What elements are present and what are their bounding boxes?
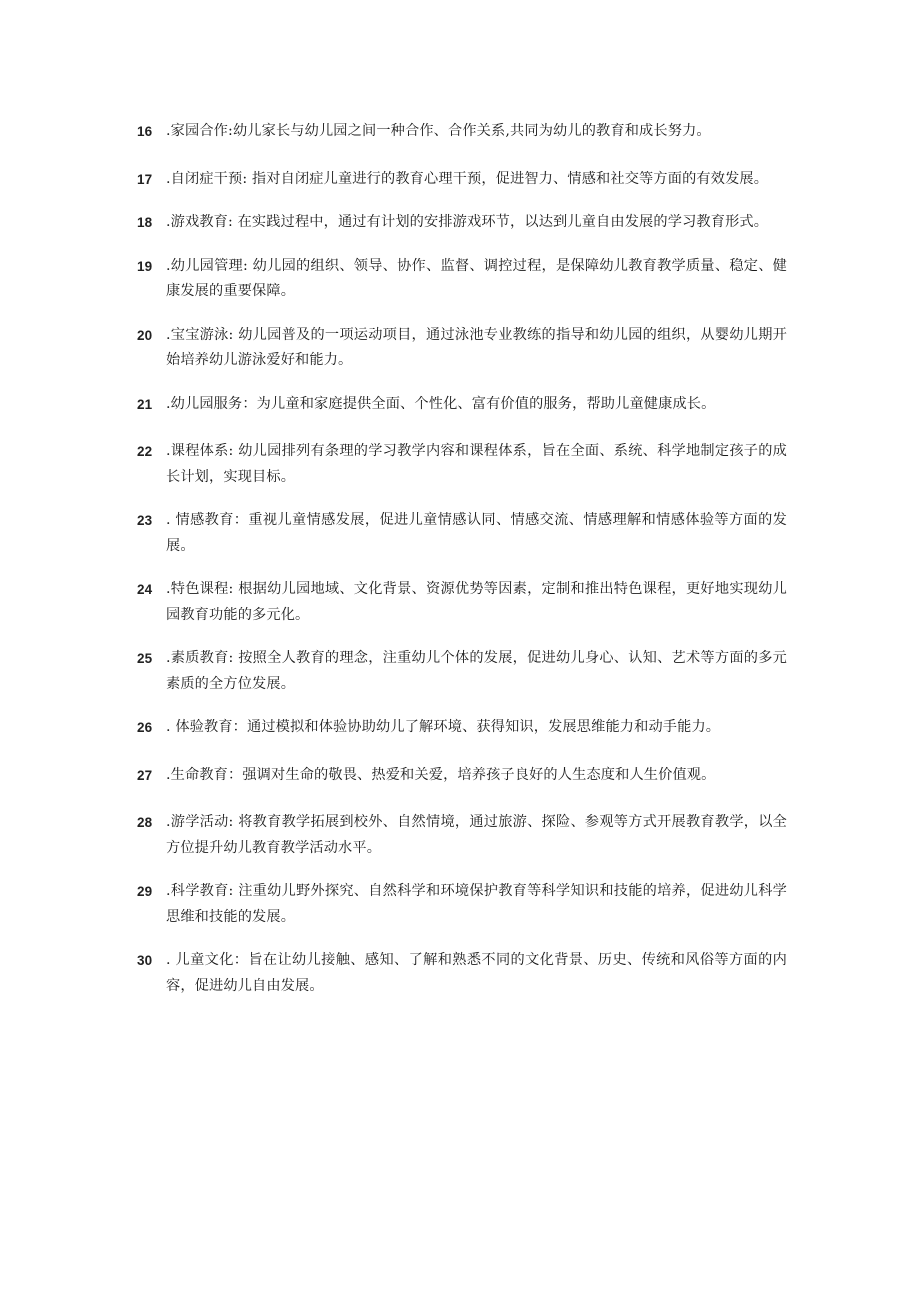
list-item — [137, 948, 787, 999]
item-number: 16 — [137, 124, 153, 139]
item-text: . 体验教育：通过模拟和体验协助幼儿了解环境、获得知识，发展思维能力和动手能力。 — [166, 719, 721, 735]
item-text: .幼儿园管理: 幼儿园的组织、领导、协作、监督、调控过程，是保障幼儿教育教学质量、稳定、健康发展的重要保障。 — [166, 257, 787, 299]
list-item — [137, 167, 787, 193]
list-item — [137, 646, 787, 697]
item-text: .幼儿园服务：为儿童和家庭提供全面、个性化、富有价值的服务，帮助儿童健康成长。 — [166, 395, 716, 412]
item-number: 24 — [137, 582, 153, 597]
item-number: 20 — [137, 327, 153, 343]
list-item — [137, 323, 787, 374]
item-text: .游学活动: 将教育教学拓展到校外、自然情境，通过旅游、探险、参观等方式开展教育教学，以全方位提升幼儿教育教学活动水平。 — [166, 814, 787, 856]
item-number: 28 — [137, 815, 153, 830]
list-item — [137, 254, 787, 305]
item-number: 29 — [137, 884, 153, 899]
list-item — [137, 210, 787, 236]
item-text: .素质教育: 按照全人教育的理念，注重幼儿个体的发展，促进幼儿身心、认知、艺术等方面的多元素质的全方位发展。 — [166, 650, 787, 692]
list-item — [137, 715, 787, 741]
item-number: 18 — [137, 215, 153, 230]
item-number: 26 — [137, 720, 153, 735]
item-number: 27 — [137, 767, 153, 783]
item-number: 19 — [137, 258, 153, 274]
item-text: .课程体系: 幼儿园排列有条理的学习教学内容和课程体系，旨在全面、系统、科学地制定孩子的成长计划，实现目标。 — [166, 443, 787, 485]
item-text: .宝宝游泳: 幼儿园普及的一项运动项目，通过泳池专业教练的指导和幼儿园的组织，从婴幼儿期开始培养幼儿游泳爱好和能力。 — [166, 326, 787, 368]
item-text: .生命教育：强调对生命的敬畏、热爱和关爱，培养孩子良好的人生态度和人生价值观。 — [166, 766, 716, 783]
item-text: .自闭症干预: 指对自闭症儿童进行的教育心理干预，促进智力、情感和社交等方面的有效发展。 — [166, 170, 769, 187]
item-text: .特色课程: 根据幼儿园地域、文化背景、资源优势等因素，定制和推出特色课程，更好地实现幼儿园教育功能的多元化。 — [166, 581, 787, 623]
list-item — [137, 879, 787, 930]
list-item — [137, 439, 787, 490]
list-item — [137, 392, 787, 418]
list-item — [137, 508, 787, 559]
item-number: 17 — [137, 171, 153, 187]
item-text: .科学教育: 注重幼儿野外探究、自然科学和环境保护教育等科学知识和技能的培养，促进幼儿科学思维和技能的发展。 — [166, 883, 787, 925]
list-item — [137, 119, 787, 145]
item-text: . 儿童文化：旨在让幼儿接触、感知、了解和熟悉不同的文化背景、历史、传统和风俗等方面的内容，促进幼儿自由发展。 — [166, 952, 787, 994]
item-number: 25 — [137, 651, 153, 666]
item-number: 30 — [137, 953, 153, 968]
glossary-list — [137, 119, 787, 1017]
item-number: 22 — [137, 444, 153, 459]
item-number: 21 — [137, 396, 153, 412]
item-text: . 情感教育：重视儿童情感发展，促进儿童情感认同、情感交流、情感理解和情感体验等方面的发展。 — [166, 512, 787, 554]
item-text: .家园合作:幼儿家长与幼儿园之间一种合作、合作关系,共同为幼儿的教育和成长努力。 — [166, 123, 711, 139]
item-number: 23 — [137, 513, 153, 528]
list-item — [137, 763, 787, 789]
item-text: .游戏教育: 在实践过程中，通过有计划的安排游戏环节，以达到儿童自由发展的学习教育形式。 — [166, 214, 769, 230]
list-item — [137, 577, 787, 628]
list-item — [137, 810, 787, 861]
